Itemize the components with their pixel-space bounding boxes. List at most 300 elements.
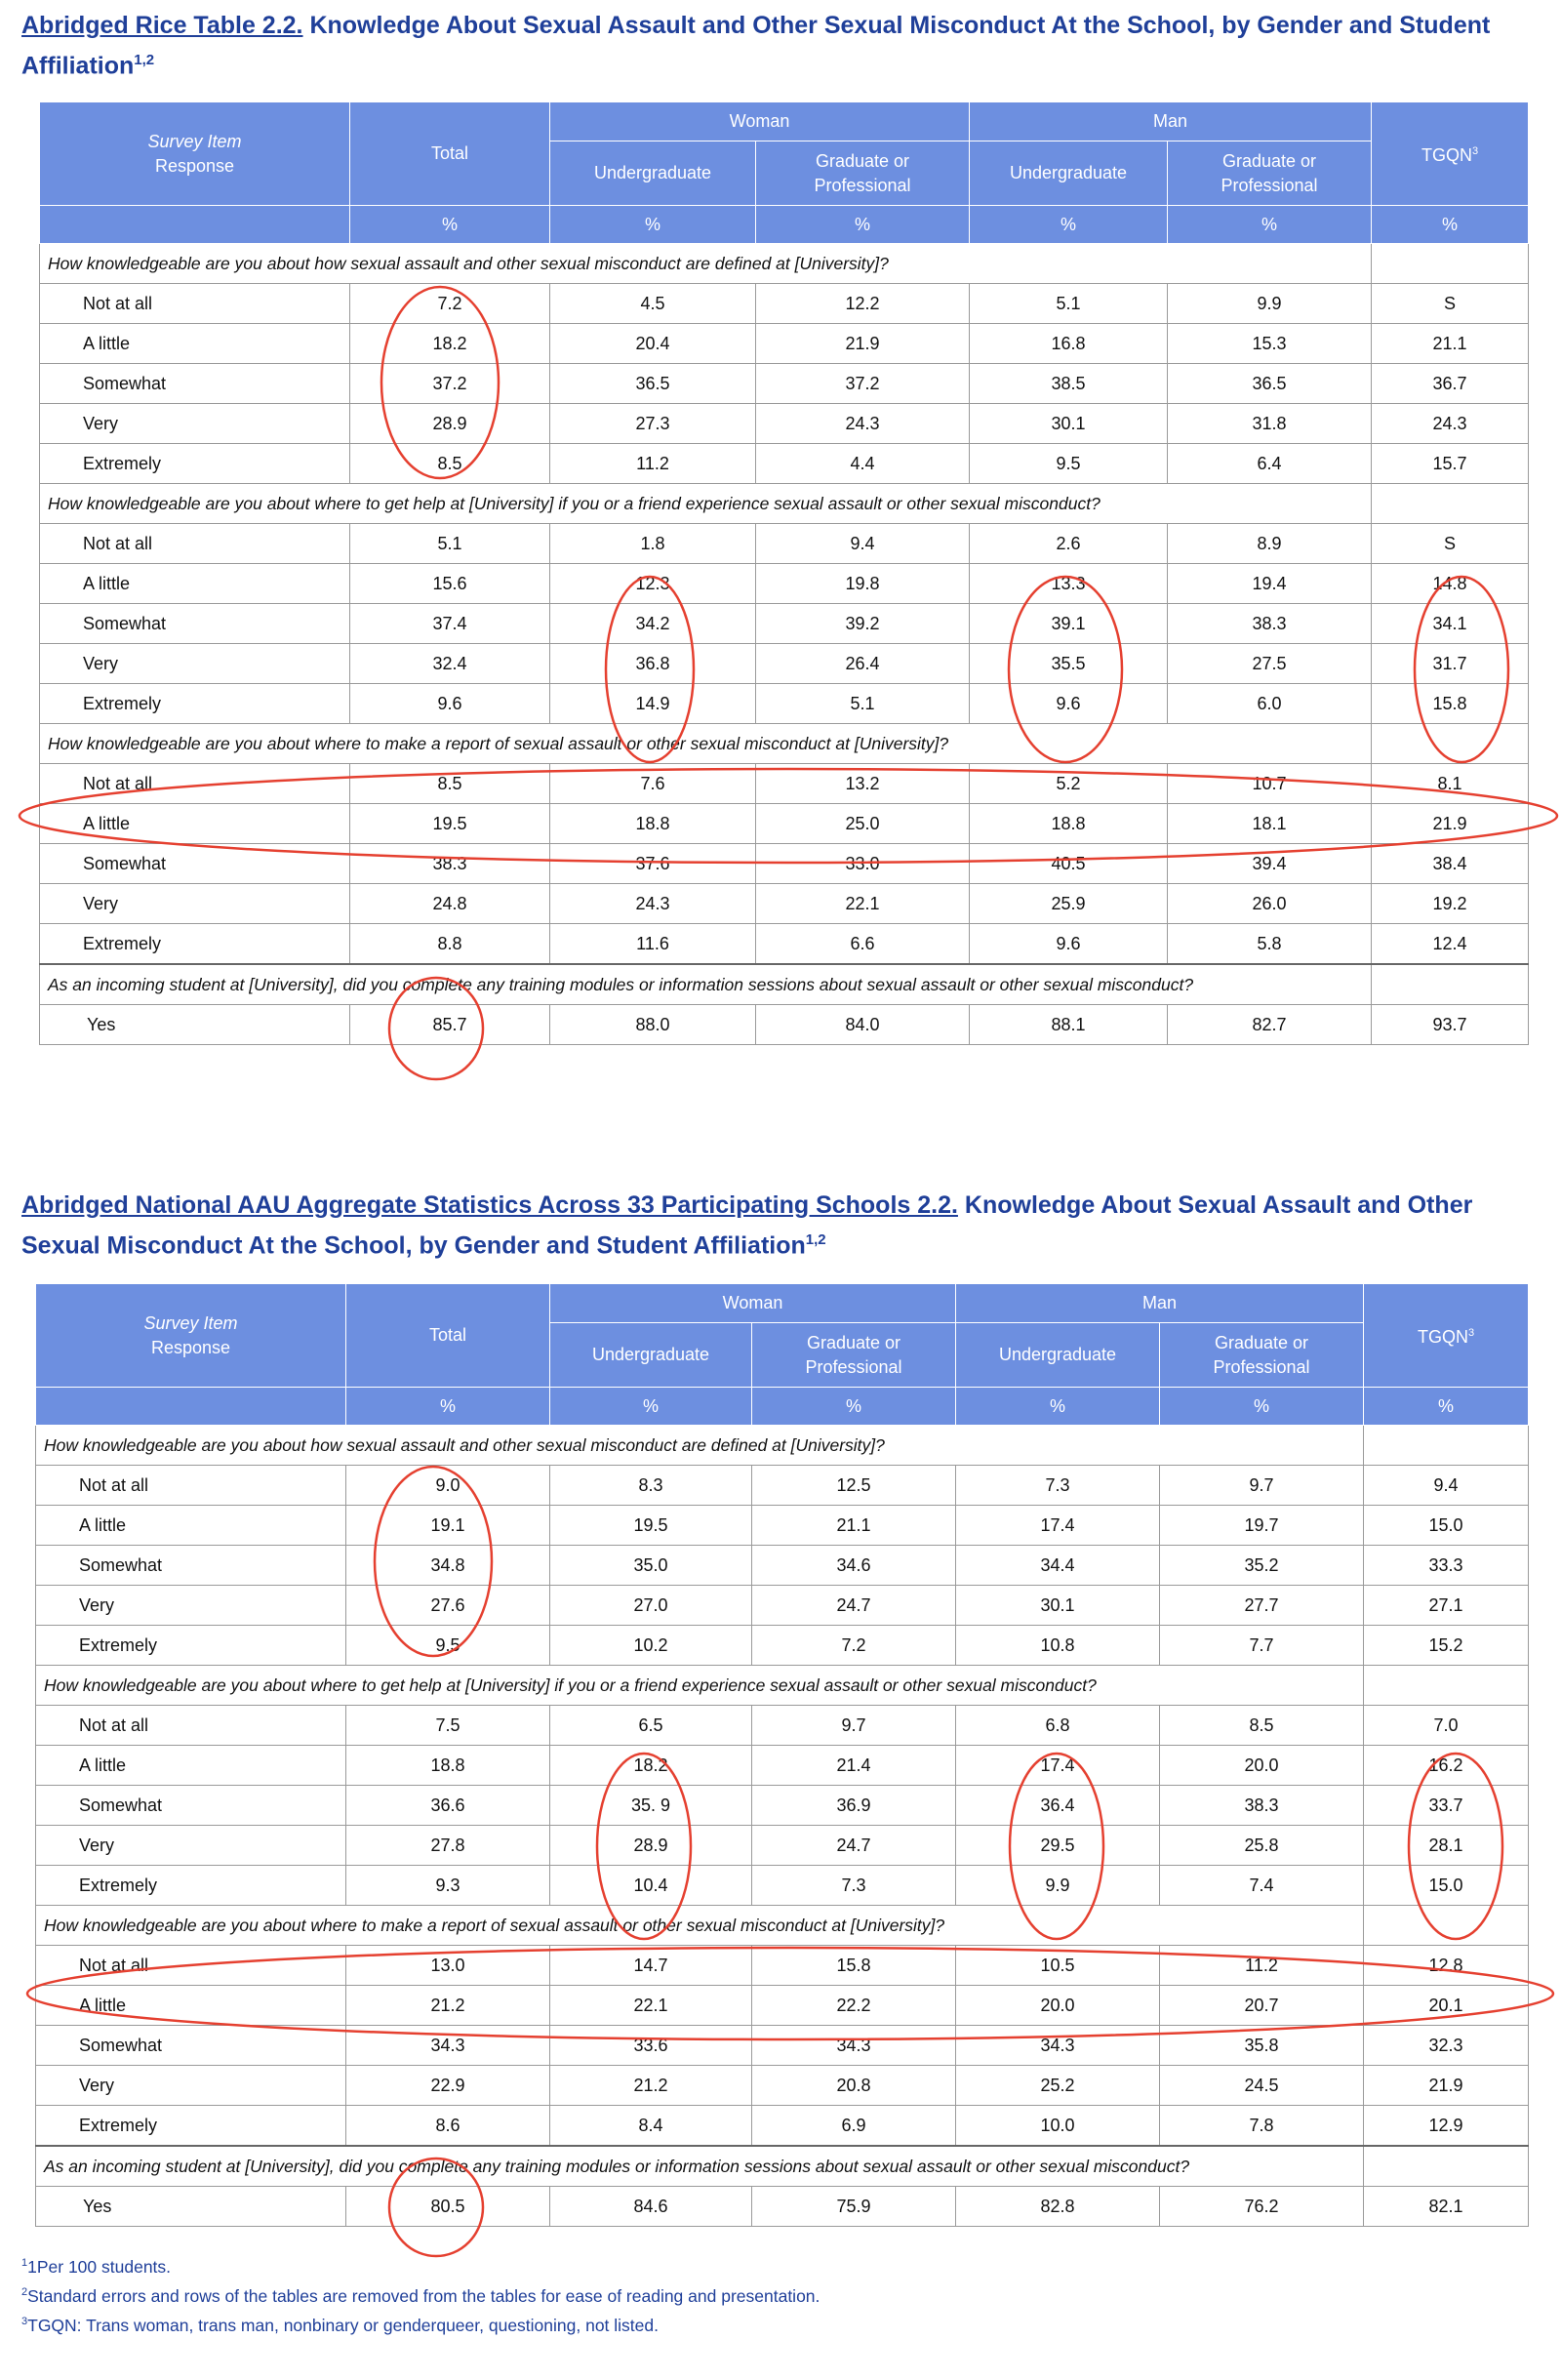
value-cell: 24.3 [756,404,970,444]
value-cell: 21.9 [1364,2066,1529,2106]
response-label: Not at all [40,524,350,564]
value-cell: 4.4 [756,444,970,484]
value-cell: 27.8 [346,1826,550,1866]
value-cell: 13.0 [346,1946,550,1986]
value-cell: 9.9 [1168,284,1372,324]
woman-graduate-header: Graduate or Professional [752,1323,956,1388]
value-cell: 6.9 [752,2106,956,2147]
value-cell: 10.0 [956,2106,1160,2147]
response-label: Not at all [36,1946,346,1986]
question-text: How knowledgeable are you about how sexual assault and other sexual misconduct are defined at [University]? [36,1426,1364,1466]
value-cell: 26.4 [756,644,970,684]
value-cell: 18.8 [970,804,1168,844]
response-label: Very [36,2066,346,2106]
response-label: A little [40,804,350,844]
value-cell: 15.7 [1372,444,1529,484]
question-text: How knowledgeable are you about where to make a report of sexual assault or other sexual misconduct at [University]? [36,1906,1364,1946]
value-cell: 8.1 [1372,764,1529,804]
value-cell: 35.5 [970,644,1168,684]
question-text: How knowledgeable are you about where to get help at [University] if you or a friend experience sexual assault or other sexual misconduct? [36,1666,1364,1706]
survey-item-header: Survey Item Response [36,1284,346,1388]
question-row [36,1426,1529,1466]
footnote: $^1$1Per 100 students. [21,2256,172,2277]
response-label: A little [40,564,350,604]
table-row [40,644,1529,684]
value-cell: 28.1 [1364,1826,1529,1866]
value-cell: 21.9 [756,324,970,364]
value-cell: 19.8 [756,564,970,604]
value-cell: 7.7 [1160,1626,1364,1666]
table-row [40,324,1529,364]
value-cell: 16.2 [1364,1746,1529,1786]
value-cell: 88.0 [550,1005,756,1045]
value-cell: 29.5 [956,1826,1160,1866]
pct-label: % [550,1388,752,1426]
value-cell: 14.9 [550,684,756,724]
value-cell: 10.7 [1168,764,1372,804]
value-cell: 25.8 [1160,1826,1364,1866]
table-row [36,2106,1529,2147]
value-cell: 82.1 [1364,2187,1529,2227]
response-label: Very [36,1586,346,1626]
title-lead: Abridged Rice Table 2.2. [21,12,303,39]
value-cell: 15.6 [350,564,550,604]
value-cell: 20.4 [550,324,756,364]
value-cell: 13.3 [970,564,1168,604]
value-cell: 27.5 [1168,644,1372,684]
value-cell: 93.7 [1372,1005,1529,1045]
pct-label: % [1372,206,1529,244]
value-cell: 28.9 [350,404,550,444]
response-label: Extremely [40,924,350,965]
value-cell: 5.1 [756,684,970,724]
value-cell: 11.2 [1160,1946,1364,1986]
value-cell: 12.5 [752,1466,956,1506]
pct-blank [36,1388,346,1426]
value-cell: 24.3 [550,884,756,924]
value-cell: 36.6 [346,1786,550,1826]
value-cell: 35.0 [550,1546,752,1586]
value-cell: 31.7 [1372,644,1529,684]
value-cell: 34.4 [956,1546,1160,1586]
response-label: Somewhat [36,2026,346,2066]
question-row-end [1372,964,1529,1005]
value-cell: 7.3 [752,1866,956,1906]
value-cell: 31.8 [1168,404,1372,444]
table-body [36,1426,1529,2227]
value-cell: 19.4 [1168,564,1372,604]
value-cell: 9.6 [350,684,550,724]
value-cell: 8.5 [350,764,550,804]
value-cell: 15.8 [1372,684,1529,724]
pct-label: % [756,206,970,244]
value-cell: 9.4 [1364,1466,1529,1506]
table-row [36,1946,1529,1986]
value-cell: 82.8 [956,2187,1160,2227]
response-label: Somewhat [40,844,350,884]
value-cell: 16.8 [970,324,1168,364]
value-cell: 9.6 [970,924,1168,965]
value-cell: 37.4 [350,604,550,644]
title-superscript: 1,2 [805,1231,826,1248]
value-cell: 28.9 [550,1826,752,1866]
value-cell: 18.8 [550,804,756,844]
response-label: Extremely [36,1866,346,1906]
table-row [36,2187,1529,2227]
value-cell: 2.6 [970,524,1168,564]
value-cell: 20.1 [1364,1986,1529,2026]
value-cell: 36.5 [1168,364,1372,404]
pct-label: % [752,1388,956,1426]
value-cell: 6.6 [756,924,970,965]
value-cell: 5.1 [350,524,550,564]
question-row-end [1364,2146,1529,2187]
value-cell: 21.2 [346,1986,550,2026]
table-row [36,1826,1529,1866]
value-cell: 30.1 [956,1586,1160,1626]
response-label: Somewhat [36,1786,346,1826]
table-row [36,1706,1529,1746]
value-cell: 15.2 [1364,1626,1529,1666]
table-row [40,524,1529,564]
response-label: Extremely [40,684,350,724]
value-cell: 8.5 [1160,1706,1364,1746]
value-cell: 27.3 [550,404,756,444]
rice-table [39,101,1529,1045]
value-cell: 7.8 [1160,2106,1364,2147]
value-cell: 22.9 [346,2066,550,2106]
value-cell: 27.6 [346,1586,550,1626]
response-label: Very [40,404,350,444]
man-graduate-header: Graduate or Professional [1160,1323,1364,1388]
value-cell: 9.7 [752,1706,956,1746]
question-row-end [1372,724,1529,764]
woman-graduate-header: Graduate or Professional [756,141,970,206]
response-label: Yes [36,2187,346,2227]
value-cell: 10.2 [550,1626,752,1666]
value-cell: 18.8 [346,1746,550,1786]
question-row [36,1666,1529,1706]
value-cell: 8.3 [550,1466,752,1506]
table-row [36,1786,1529,1826]
table-row [40,284,1529,324]
value-cell: 39.1 [970,604,1168,644]
pct-label: % [550,206,756,244]
table-row [36,1466,1529,1506]
question-row [40,244,1529,284]
value-cell: 36.9 [752,1786,956,1826]
value-cell: 6.4 [1168,444,1372,484]
value-cell: 75.9 [752,2187,956,2227]
response-label: Somewhat [40,364,350,404]
value-cell: 18.1 [1168,804,1372,844]
value-cell: 38.3 [350,844,550,884]
pct-blank [40,206,350,244]
value-cell: 26.0 [1168,884,1372,924]
question-row [36,2146,1529,2187]
value-cell: 22.1 [756,884,970,924]
value-cell: 25.2 [956,2066,1160,2106]
value-cell: 17.4 [956,1746,1160,1786]
woman-undergraduate-header: Undergraduate [550,141,756,206]
question-row [40,724,1529,764]
value-cell: 33.6 [550,2026,752,2066]
value-cell: 9.9 [956,1866,1160,1906]
table-body [40,244,1529,1045]
table-row [36,2066,1529,2106]
value-cell: 9.5 [970,444,1168,484]
value-cell: 5.2 [970,764,1168,804]
value-cell: 8.6 [346,2106,550,2147]
table-row [40,364,1529,404]
man-group-header: Man [970,102,1372,141]
value-cell: 10.4 [550,1866,752,1906]
response-label: Not at all [36,1706,346,1746]
question-text: As an incoming student at [University], did you complete any training modules or information sessions about sexual assault or other sexual misconduct? [36,2146,1364,2187]
value-cell: 36.8 [550,644,756,684]
value-cell: 7.5 [346,1706,550,1746]
value-cell: 34.3 [346,2026,550,2066]
value-cell: 8.8 [350,924,550,965]
question-row-end [1364,1426,1529,1466]
value-cell: 14.8 [1372,564,1529,604]
table-row [36,2026,1529,2066]
pct-label: % [346,1388,550,1426]
total-header: Total [350,102,550,206]
question-row-end [1372,484,1529,524]
title-lead: Abridged National AAU Aggregate Statistics Across 33 Participating Schools 2.2. [21,1191,958,1219]
value-cell: 27.0 [550,1586,752,1626]
response-label: Very [36,1826,346,1866]
response-label: Somewhat [36,1546,346,1586]
value-cell: 19.5 [550,1506,752,1546]
man-undergraduate-header: Undergraduate [956,1323,1160,1388]
value-cell: 34.3 [956,2026,1160,2066]
table-row [40,844,1529,884]
table-row [40,804,1529,844]
value-cell: 27.7 [1160,1586,1364,1626]
value-cell: 7.6 [550,764,756,804]
question-text: As an incoming student at [University], did you complete any training modules or information sessions about sexual assault or other sexual misconduct? [40,964,1372,1005]
pct-label: % [1364,1388,1529,1426]
value-cell: 18.2 [550,1746,752,1786]
table-row [36,1546,1529,1586]
value-cell: 38.3 [1168,604,1372,644]
footnote: $^2$Standard errors and rows of the tables are removed from the tables for ease of reading and presentation. [21,2285,821,2306]
response-label: A little [36,1506,346,1546]
value-cell: 38.4 [1372,844,1529,884]
value-cell: 82.7 [1168,1005,1372,1045]
value-cell: 21.4 [752,1746,956,1786]
value-cell: 15.8 [752,1946,956,1986]
pct-label: % [1168,206,1372,244]
pct-label: % [956,1388,1160,1426]
value-cell: 19.5 [350,804,550,844]
value-cell: 11.6 [550,924,756,965]
value-cell: 20.8 [752,2066,956,2106]
table-row [40,564,1529,604]
value-cell: 12.4 [1372,924,1529,965]
question-text: How knowledgeable are you about how sexual assault and other sexual misconduct are defined at [University]? [40,244,1372,284]
response-label: Very [40,644,350,684]
value-cell: 84.0 [756,1005,970,1045]
value-cell: 24.3 [1372,404,1529,444]
value-cell: 15.3 [1168,324,1372,364]
value-cell: 9.4 [756,524,970,564]
value-cell: 12.9 [1364,2106,1529,2147]
value-cell: 21.9 [1372,804,1529,844]
value-cell: 88.1 [970,1005,1168,1045]
response-label: Very [40,884,350,924]
table-row [36,1506,1529,1546]
value-cell: 18.2 [350,324,550,364]
value-cell: 8.5 [350,444,550,484]
response-label: Yes [40,1005,350,1045]
question-row-end [1364,1666,1529,1706]
value-cell: 33.3 [1364,1546,1529,1586]
value-cell: 9.6 [970,684,1168,724]
value-cell: 10.8 [956,1626,1160,1666]
table-row [40,884,1529,924]
value-cell: 7.3 [956,1466,1160,1506]
value-cell: S [1372,524,1529,564]
value-cell: 85.7 [350,1005,550,1045]
value-cell: 37.2 [756,364,970,404]
value-cell: 15.0 [1364,1506,1529,1546]
question-row [40,964,1529,1005]
question-text: How knowledgeable are you about where to make a report of sexual assault or other sexual misconduct at [University]? [40,724,1372,764]
value-cell: 34.2 [550,604,756,644]
value-cell: 9.5 [346,1626,550,1666]
value-cell: 21.1 [1372,324,1529,364]
value-cell: 33.0 [756,844,970,884]
response-label: Not at all [40,284,350,324]
woman-group-header: Woman [550,1284,956,1323]
value-cell: 21.2 [550,2066,752,2106]
response-label: Not at all [36,1466,346,1506]
table-row [36,1746,1529,1786]
value-cell: 40.5 [970,844,1168,884]
question-row [40,484,1529,524]
tgqn-header: TGQN$^3$ [1364,1284,1529,1388]
value-cell: 7.4 [1160,1866,1364,1906]
value-cell: 6.5 [550,1706,752,1746]
value-cell: 39.2 [756,604,970,644]
title-superscript: 1,2 [134,52,155,68]
value-cell: 25.0 [756,804,970,844]
value-cell: 12.8 [1364,1946,1529,1986]
total-header: Total [346,1284,550,1388]
value-cell: S [1372,284,1529,324]
table-row [36,1866,1529,1906]
value-cell: 37.2 [350,364,550,404]
table-header [36,1284,1529,1426]
table-row [40,764,1529,804]
value-cell: 7.2 [350,284,550,324]
value-cell: 17.4 [956,1506,1160,1546]
pct-label: % [970,206,1168,244]
value-cell: 33.7 [1364,1786,1529,1826]
value-cell: 36.5 [550,364,756,404]
value-cell: 20.7 [1160,1986,1364,2026]
value-cell: 19.1 [346,1506,550,1546]
table-row [36,1586,1529,1626]
value-cell: 21.1 [752,1506,956,1546]
value-cell: 6.8 [956,1706,1160,1746]
title-text: Knowledge About Sexual Assault and Other Sexual Misconduct At the School, by Gender and Student Affiliation [21,12,1491,80]
value-cell: 34.6 [752,1546,956,1586]
value-cell: 19.2 [1372,884,1529,924]
table-row [40,604,1529,644]
woman-undergraduate-header: Undergraduate [550,1323,752,1388]
table-title-rice [21,8,1543,83]
footnotes [21,2250,820,2337]
value-cell: 34.3 [752,2026,956,2066]
value-cell: 32.4 [350,644,550,684]
question-row-end [1364,1906,1529,1946]
value-cell: 11.2 [550,444,756,484]
aau-table [35,1283,1529,2227]
value-cell: 7.2 [752,1626,956,1666]
value-cell: 35.8 [1160,2026,1364,2066]
survey-item-header: Survey Item Response [40,102,350,206]
value-cell: 6.0 [1168,684,1372,724]
value-cell: 22.1 [550,1986,752,2026]
table-row [40,1005,1529,1045]
value-cell: 8.4 [550,2106,752,2147]
question-row-end [1372,244,1529,284]
question-text: How knowledgeable are you about where to get help at [University] if you or a friend experience sexual assault or other sexual misconduct? [40,484,1372,524]
value-cell: 35. 9 [550,1786,752,1826]
footnote: $^3$TGQN: Trans woman, trans man, nonbinary or genderqueer, questioning, not listed. [21,2315,660,2335]
man-graduate-header: Graduate or Professional [1168,141,1372,206]
value-cell: 9.3 [346,1866,550,1906]
value-cell: 10.5 [956,1946,1160,1986]
man-group-header: Man [956,1284,1364,1323]
value-cell: 1.8 [550,524,756,564]
table-row [40,444,1529,484]
value-cell: 7.0 [1364,1706,1529,1746]
value-cell: 24.7 [752,1586,956,1626]
value-cell: 35.2 [1160,1546,1364,1586]
value-cell: 27.1 [1364,1586,1529,1626]
response-label: Somewhat [40,604,350,644]
woman-group-header: Woman [550,102,970,141]
table-row [36,1626,1529,1666]
value-cell: 38.3 [1160,1786,1364,1826]
table-row [40,404,1529,444]
table-row [40,924,1529,965]
table-title-aau [21,1188,1543,1263]
response-label: Extremely [40,444,350,484]
response-label: Not at all [40,764,350,804]
value-cell: 30.1 [970,404,1168,444]
pct-label: % [350,206,550,244]
value-cell: 76.2 [1160,2187,1364,2227]
value-cell: 80.5 [346,2187,550,2227]
value-cell: 9.0 [346,1466,550,1506]
value-cell: 20.0 [956,1986,1160,2026]
table-row [36,1986,1529,2026]
value-cell: 38.5 [970,364,1168,404]
value-cell: 37.6 [550,844,756,884]
value-cell: 20.0 [1160,1746,1364,1786]
value-cell: 5.1 [970,284,1168,324]
value-cell: 34.1 [1372,604,1529,644]
tgqn-header: TGQN$^3$ [1372,102,1529,206]
value-cell: 36.4 [956,1786,1160,1826]
value-cell: 24.5 [1160,2066,1364,2106]
